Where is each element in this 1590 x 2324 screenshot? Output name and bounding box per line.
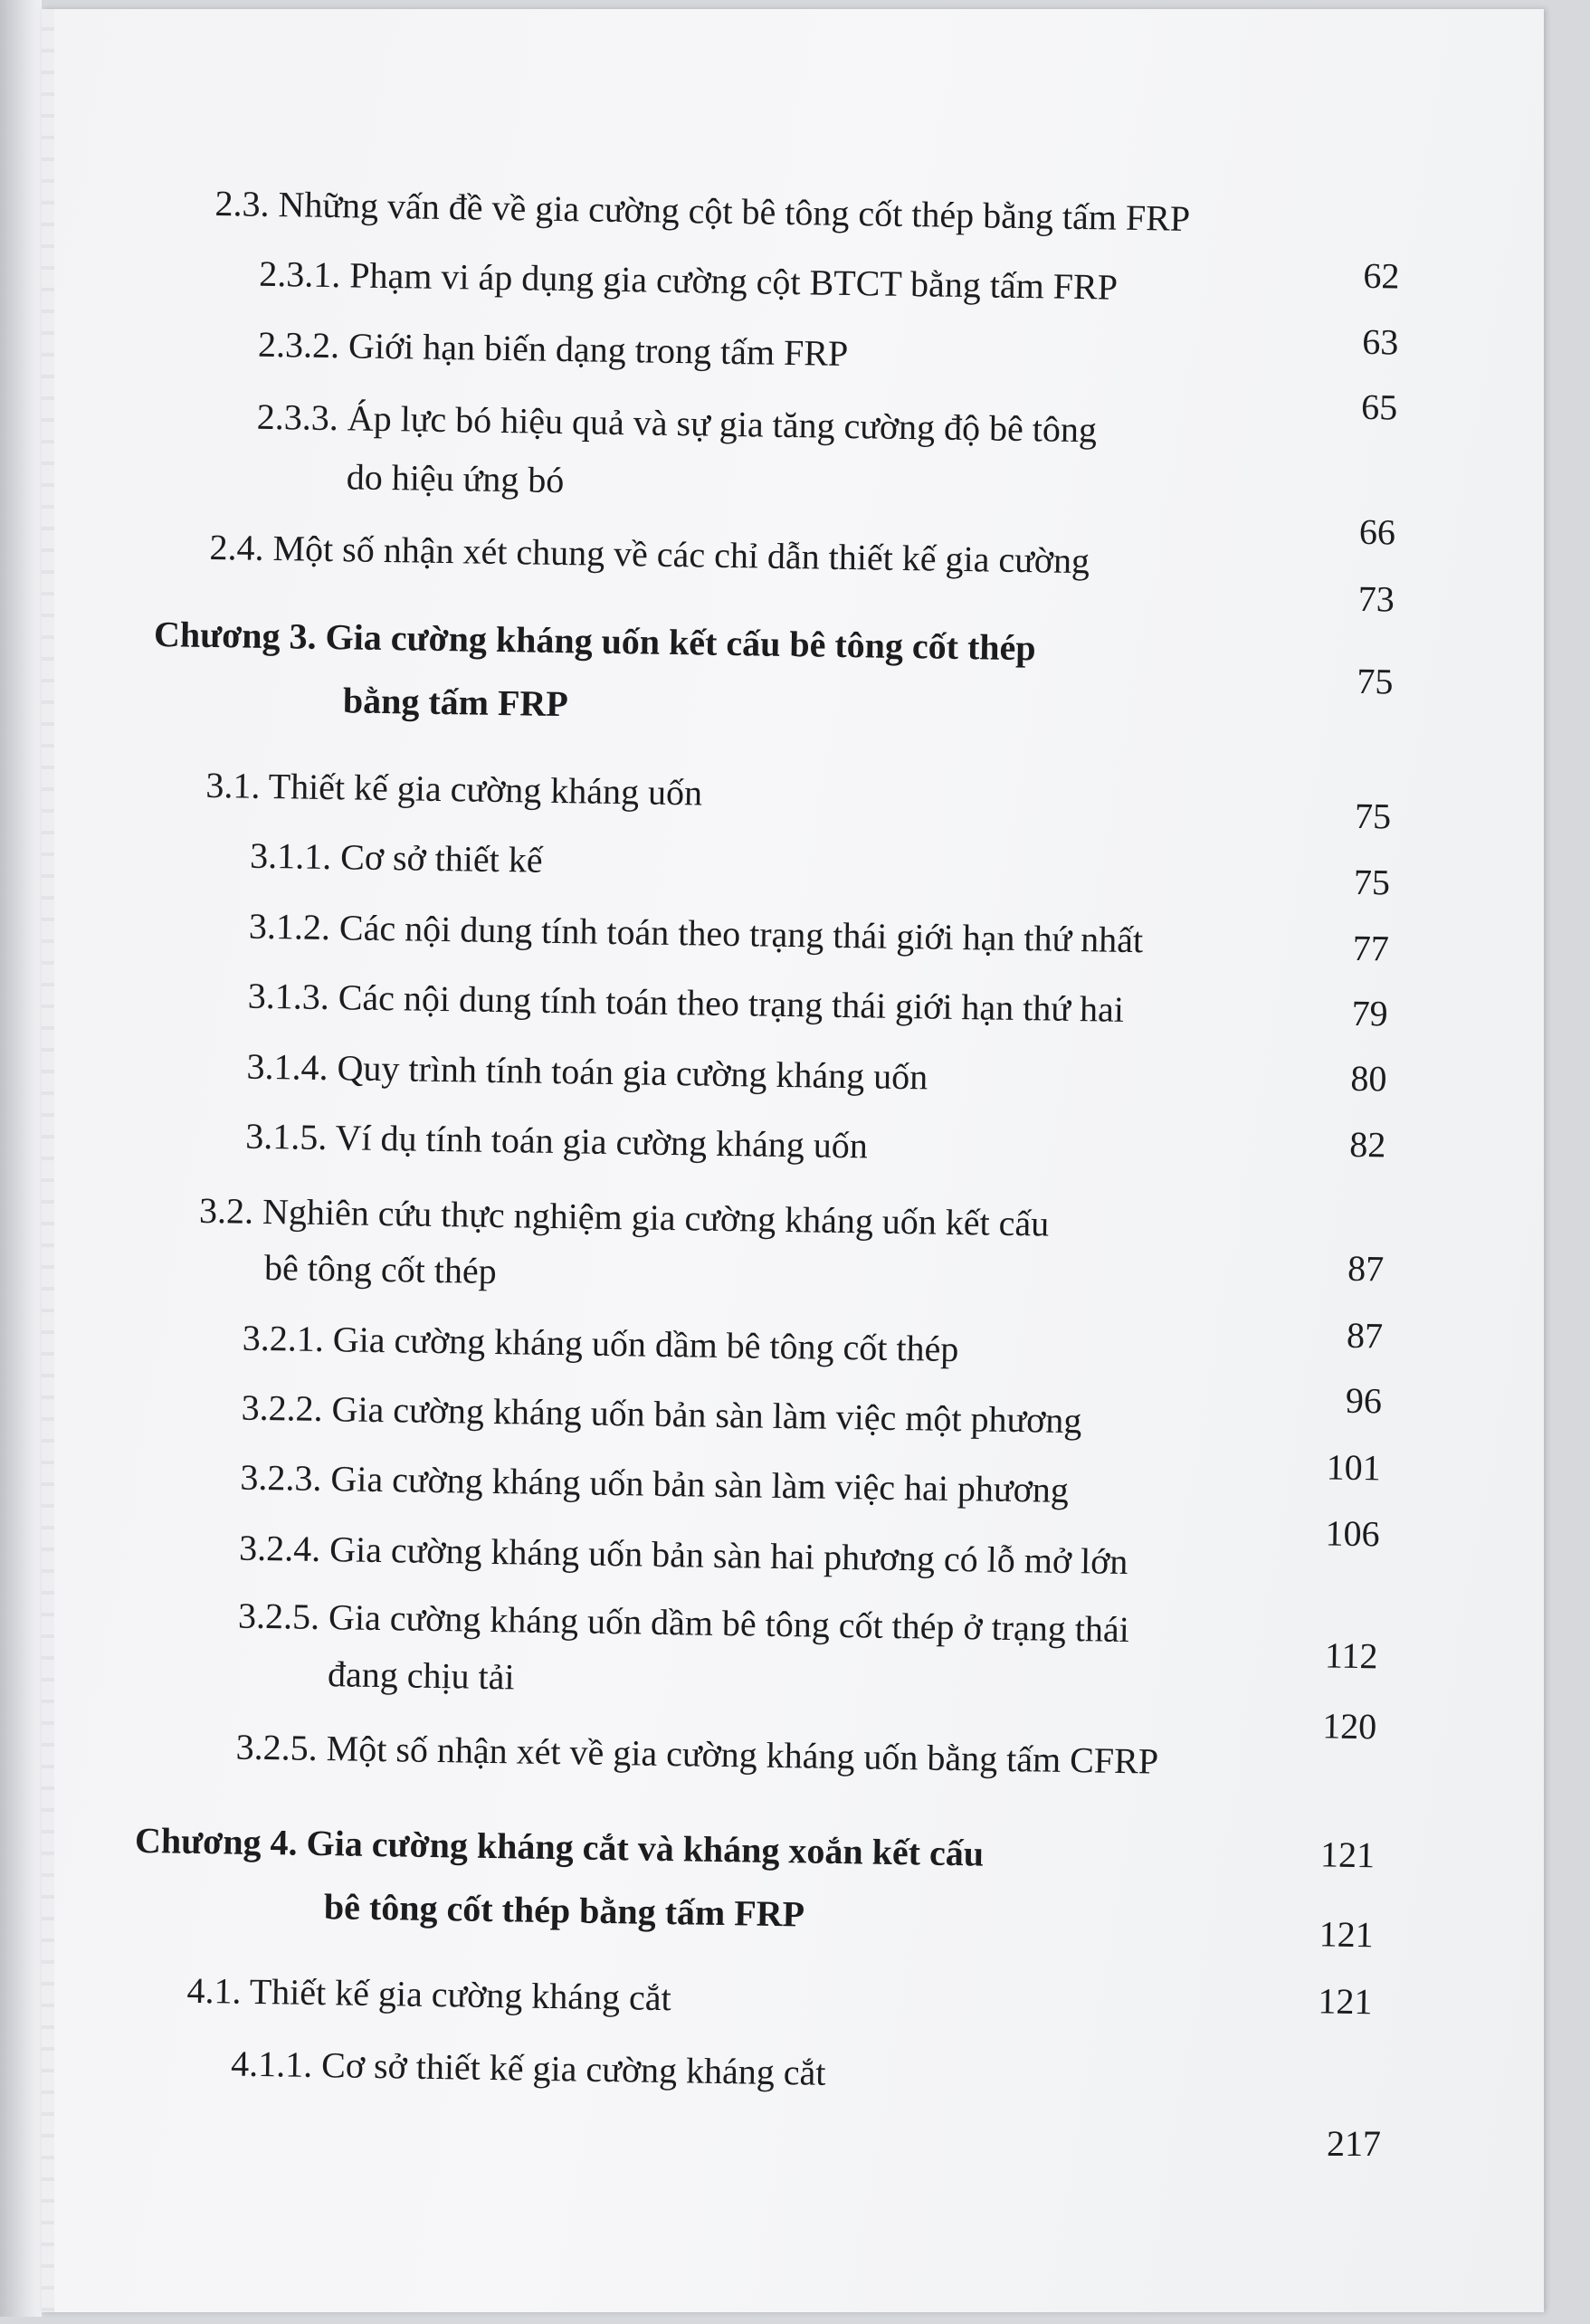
toc-page-3-2-2: 96	[1345, 1379, 1383, 1422]
toc-page-3-1-5: 82	[1349, 1123, 1386, 1166]
toc-entry-3-2-5b[interactable]: 3.2.5. Một số nhận xét về gia cường kháng uốn bằng tấm CFRP	[235, 1726, 1159, 1782]
toc-entry-3-2-cont: bê tông cốt thép	[263, 1247, 498, 1292]
toc-page-3-1-1: 75	[1353, 861, 1391, 903]
toc-entry-3-1-3[interactable]: 3.1.3. Các nội dung tính toán theo trạng thái giới hạn thứ hai	[247, 975, 1125, 1030]
toc-entry-2-3-3[interactable]: 2.3.3. Áp lực bó hiệu quả và sự gia tăng cường độ bê tông	[256, 395, 1098, 451]
toc-entry-3-1[interactable]: 3.1. Thiết kế gia cường kháng uốn	[205, 764, 703, 814]
toc-chapter-3[interactable]: Chương 3. Gia cường kháng uốn kết cấu bê tông cốt thép	[153, 613, 1036, 669]
toc-page-3-2-5: 112	[1324, 1634, 1378, 1677]
toc-entry-2-3-1[interactable]: 2.3.1. Phạm vi áp dụng gia cường cột BTCT bằng tấm FRP	[258, 252, 1119, 308]
toc-entry-3-1-4[interactable]: 3.1.4. Quy trình tính toán gia cường kháng uốn	[246, 1045, 928, 1098]
toc-page-3-2-3: 101	[1326, 1446, 1382, 1489]
toc-chapter-4[interactable]: Chương 4. Gia cường kháng cắt và kháng xoắn kết cấu	[134, 1819, 985, 1874]
toc-page-3-1-2: 77	[1352, 927, 1390, 969]
toc-entry-3-2-4[interactable]: 3.2.4. Gia cường kháng uốn bản sàn hai phương có lỗ mở lớn	[238, 1527, 1128, 1583]
toc-entry-3-2-3[interactable]: 3.2.3. Gia cường kháng uốn bản sàn làm việc hai phương	[240, 1456, 1070, 1510]
toc-page-2-3-3: 66	[1358, 510, 1396, 553]
toc-entry-2-3-2[interactable]: 2.3.2. Giới hạn biến dạng trong tấm FRP	[257, 323, 849, 375]
toc-chapter-4-cont: bê tông cốt thép bằng tấm FRP	[323, 1886, 805, 1935]
toc-page-4-1: 121	[1319, 1913, 1375, 1956]
toc-page-3-1-3: 79	[1351, 992, 1388, 1034]
toc-page-2-4: 73	[1357, 577, 1395, 620]
toc-page-3-2-5b: 120	[1321, 1705, 1377, 1748]
page-number: 217	[1327, 2123, 1381, 2164]
toc-entry-3-2-2[interactable]: 3.2.2. Gia cường kháng uốn bản sàn làm việc một phương	[241, 1386, 1082, 1442]
toc-entry-4-1[interactable]: 4.1. Thiết kế gia cường kháng cắt	[186, 1969, 672, 2019]
toc-entry-3-1-5[interactable]: 3.1.5. Ví dụ tính toán gia cường kháng uốn	[245, 1115, 869, 1167]
toc-entry-3-1-2[interactable]: 3.1.2. Các nội dung tính toán theo trạng thái giới hạn thứ nhất	[248, 905, 1144, 961]
toc-entry-3-1-1[interactable]: 3.1.1. Cơ sở thiết kế	[249, 834, 543, 881]
toc-page-2-3: 62	[1363, 254, 1400, 297]
toc-page-3-2-1: 87	[1346, 1314, 1384, 1357]
toc-page-4-1-1: 121	[1318, 1980, 1373, 2023]
toc-entry-3-2-1[interactable]: 3.2.1. Gia cường kháng uốn dầm bê tông cốt thép	[242, 1317, 959, 1370]
toc-entry-2-4[interactable]: 2.4. Một số nhận xét chung về các chỉ dẫn thiết kế gia cường	[209, 526, 1090, 582]
toc-page-3-2: 87	[1347, 1247, 1385, 1290]
toc-entry-2-3-3-cont: do hiệu ứng bó	[346, 456, 565, 501]
toc-entry-3-2[interactable]: 3.2. Nghiên cứu thực nghiệm gia cường kháng uốn kết cấu	[198, 1189, 1050, 1244]
toc-entry-3-2-5[interactable]: 3.2.5. Gia cường kháng uốn dầm bê tông cốt thép ở trạng thái	[237, 1595, 1130, 1651]
toc-page-2-3-1: 63	[1361, 320, 1399, 363]
toc-page-chapter-4: 121	[1319, 1833, 1376, 1876]
toc-page-2-3-2: 65	[1360, 386, 1398, 428]
toc-page-chapter-3: 75	[1357, 660, 1394, 702]
table-of-contents	[5, 0, 1544, 2324]
toc-entry-4-1-1[interactable]: 4.1.1. Cơ sở thiết kế gia cường kháng cắt	[230, 2043, 826, 2093]
book-page	[42, 9, 1544, 2312]
toc-page-3-2-4: 106	[1325, 1512, 1380, 1555]
toc-page-3-1: 75	[1354, 795, 1392, 837]
toc-entry-3-2-5-cont: đang chịu tải	[327, 1653, 515, 1698]
toc-chapter-3-cont: bằng tấm FRP	[342, 680, 569, 725]
toc-page-3-1-4: 80	[1350, 1057, 1387, 1100]
toc-entry-2-3[interactable]: 2.3. Những vấn đề về gia cường cột bê tông cốt thép bằng tấm FRP	[214, 183, 1191, 239]
